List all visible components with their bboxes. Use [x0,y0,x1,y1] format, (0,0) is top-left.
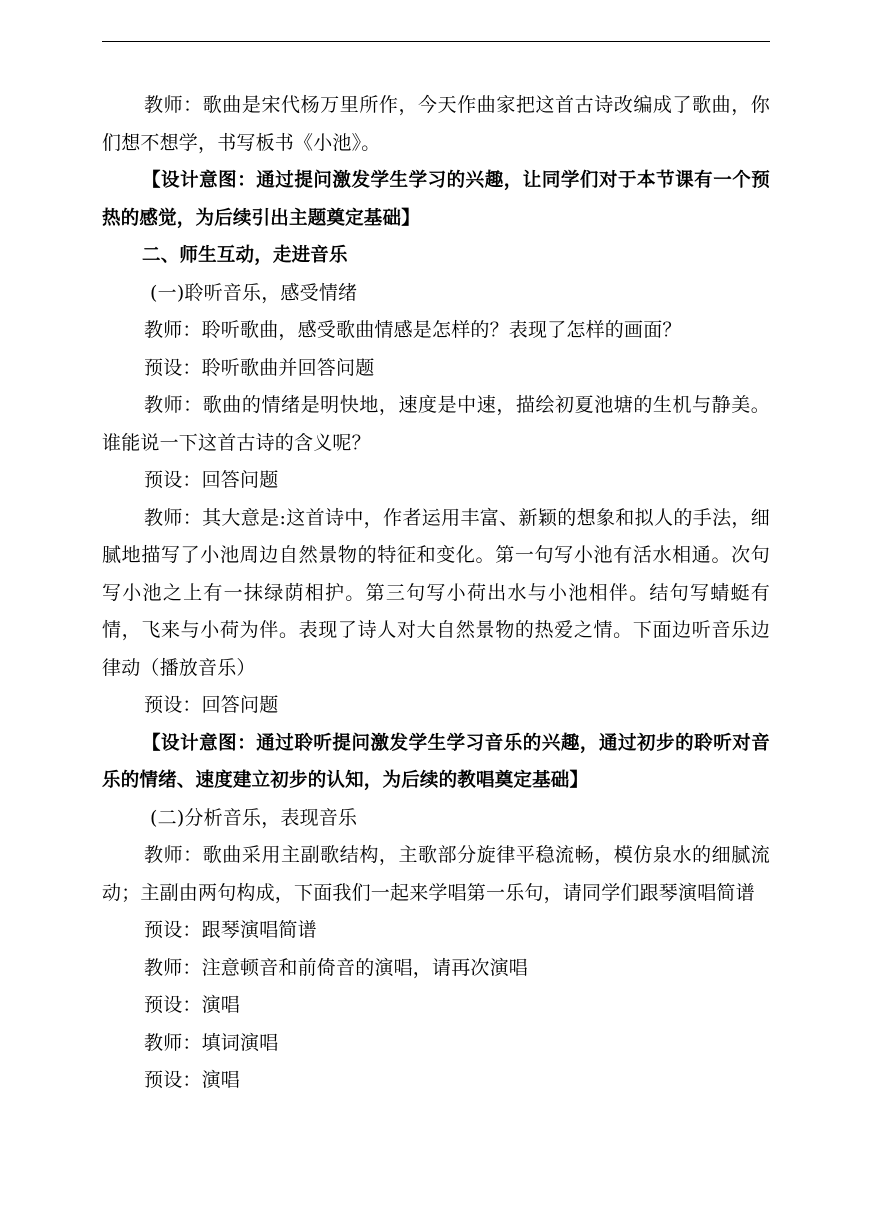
paragraph-preset-listen: 预设：聆听歌曲并回答问题 [144,356,375,379]
paragraph-teacher-lyrics: 教师：填词演唱 [144,1031,279,1054]
paragraph-preset-sing-2: 预设：演唱 [144,1069,241,1091]
section-heading-2: 二、师生互动，走进音乐 [142,245,348,266]
design-intent-1: 【设计意图：通过提问激发学生学习的兴趣，让同学们对于本节课有一个预热的感觉，为后续引出主题奠定基础】 [102,170,770,229]
paragraph-teacher-staccato: 教师：注意顿音和前倚音的演唱，请再次演唱 [144,956,529,979]
paragraph-teacher-meaning: 教师：其大意是:这首诗中，作者运用丰富、新颖的想象和拟人的手法，细腻地描写了小池周边自然景物的特征和变化。第一句写小池有活水相通。次句写小池之上有一抹绿荫相护。第三句写小荷出水与小池相伴。结句写蜻蜓有情，飞来与小荷为伴。表现了诗人对大自然景物的热爱之情。下面边听音乐边律动（播放音乐） [102,506,770,679]
paragraph-preset-answer-1: 预设：回答问题 [144,469,279,491]
paragraph-teacher-intro: 教师：歌曲是宋代杨万里所作，今天作曲家把这首古诗改编成了歌曲，你们想不想学，书写板书《小池》。 [102,94,770,154]
header-rule [102,41,770,42]
paragraph-teacher-structure: 教师：歌曲采用主副歌结构，主歌部分旋律平稳流畅，模仿泉水的细腻流动；主副由两句构成，下面我们一起来学唱第一乐句，请同学们跟琴演唱简谱 [102,844,770,904]
paragraph-teacher-listen: 教师：聆听歌曲，感受歌曲情感是怎样的？表现了怎样的画面？ [144,319,682,341]
design-intent-2: 【设计意图：通过聆听提问激发学生学习音乐的兴趣，通过初步的聆听对音乐的情绪、速度建立初步的认知，为后续的教唱奠定基础】 [102,732,770,791]
document-body [102,87,770,1100]
paragraph-teacher-mood: 教师：歌曲的情绪是明快地，速度是中速，描绘初夏池塘的生机与静美。谁能说一下这首古诗的含义呢？ [102,394,770,454]
subsection-heading-1: (一)聆听音乐，感受情绪 [150,281,358,304]
paragraph-preset-sing-score: 预设：跟琴演唱简谱 [144,919,317,941]
paragraph-preset-sing-1: 预设：演唱 [144,994,241,1016]
subsection-heading-2: (二)分析音乐，表现音乐 [150,806,358,829]
paragraph-preset-answer-2: 预设：回答问题 [144,694,279,716]
